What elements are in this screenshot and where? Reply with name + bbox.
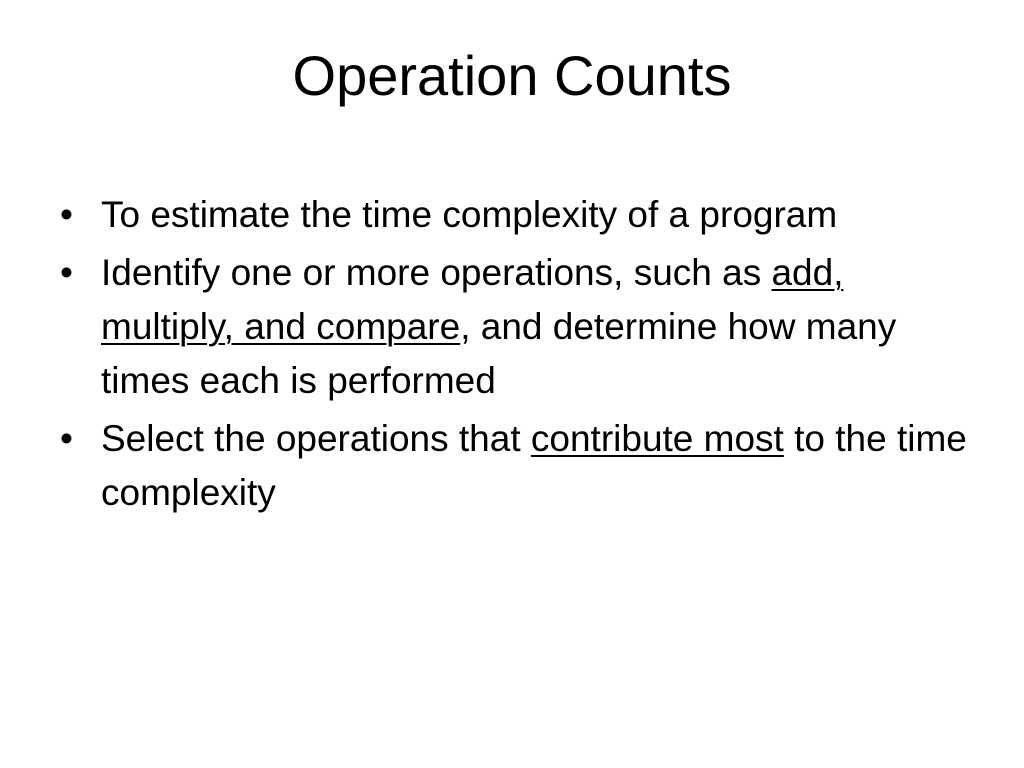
bullet-text-before: Identify one or more operations, such as	[101, 252, 772, 293]
bullet-underlined-text: contribute most	[530, 418, 784, 459]
bullet-list	[60, 188, 980, 524]
bullet-text-after: to the time complexity	[101, 418, 967, 513]
bullet-underlined-text: add, multiply, and compare	[101, 252, 844, 347]
bullet-item	[60, 188, 980, 242]
bullet-icon: •	[60, 194, 73, 235]
bullet-item	[60, 246, 980, 408]
bullet-text-after: , and determine how many times each is performed	[101, 306, 897, 401]
bullet-text-before: Select the operations that	[101, 418, 531, 459]
bullet-icon: •	[60, 252, 73, 293]
bullet-text: To estimate the time complexity of a program	[101, 194, 838, 235]
bullet-item	[60, 412, 980, 520]
bullet-icon: •	[60, 418, 73, 459]
slide-title: Operation Counts	[292, 44, 732, 107]
